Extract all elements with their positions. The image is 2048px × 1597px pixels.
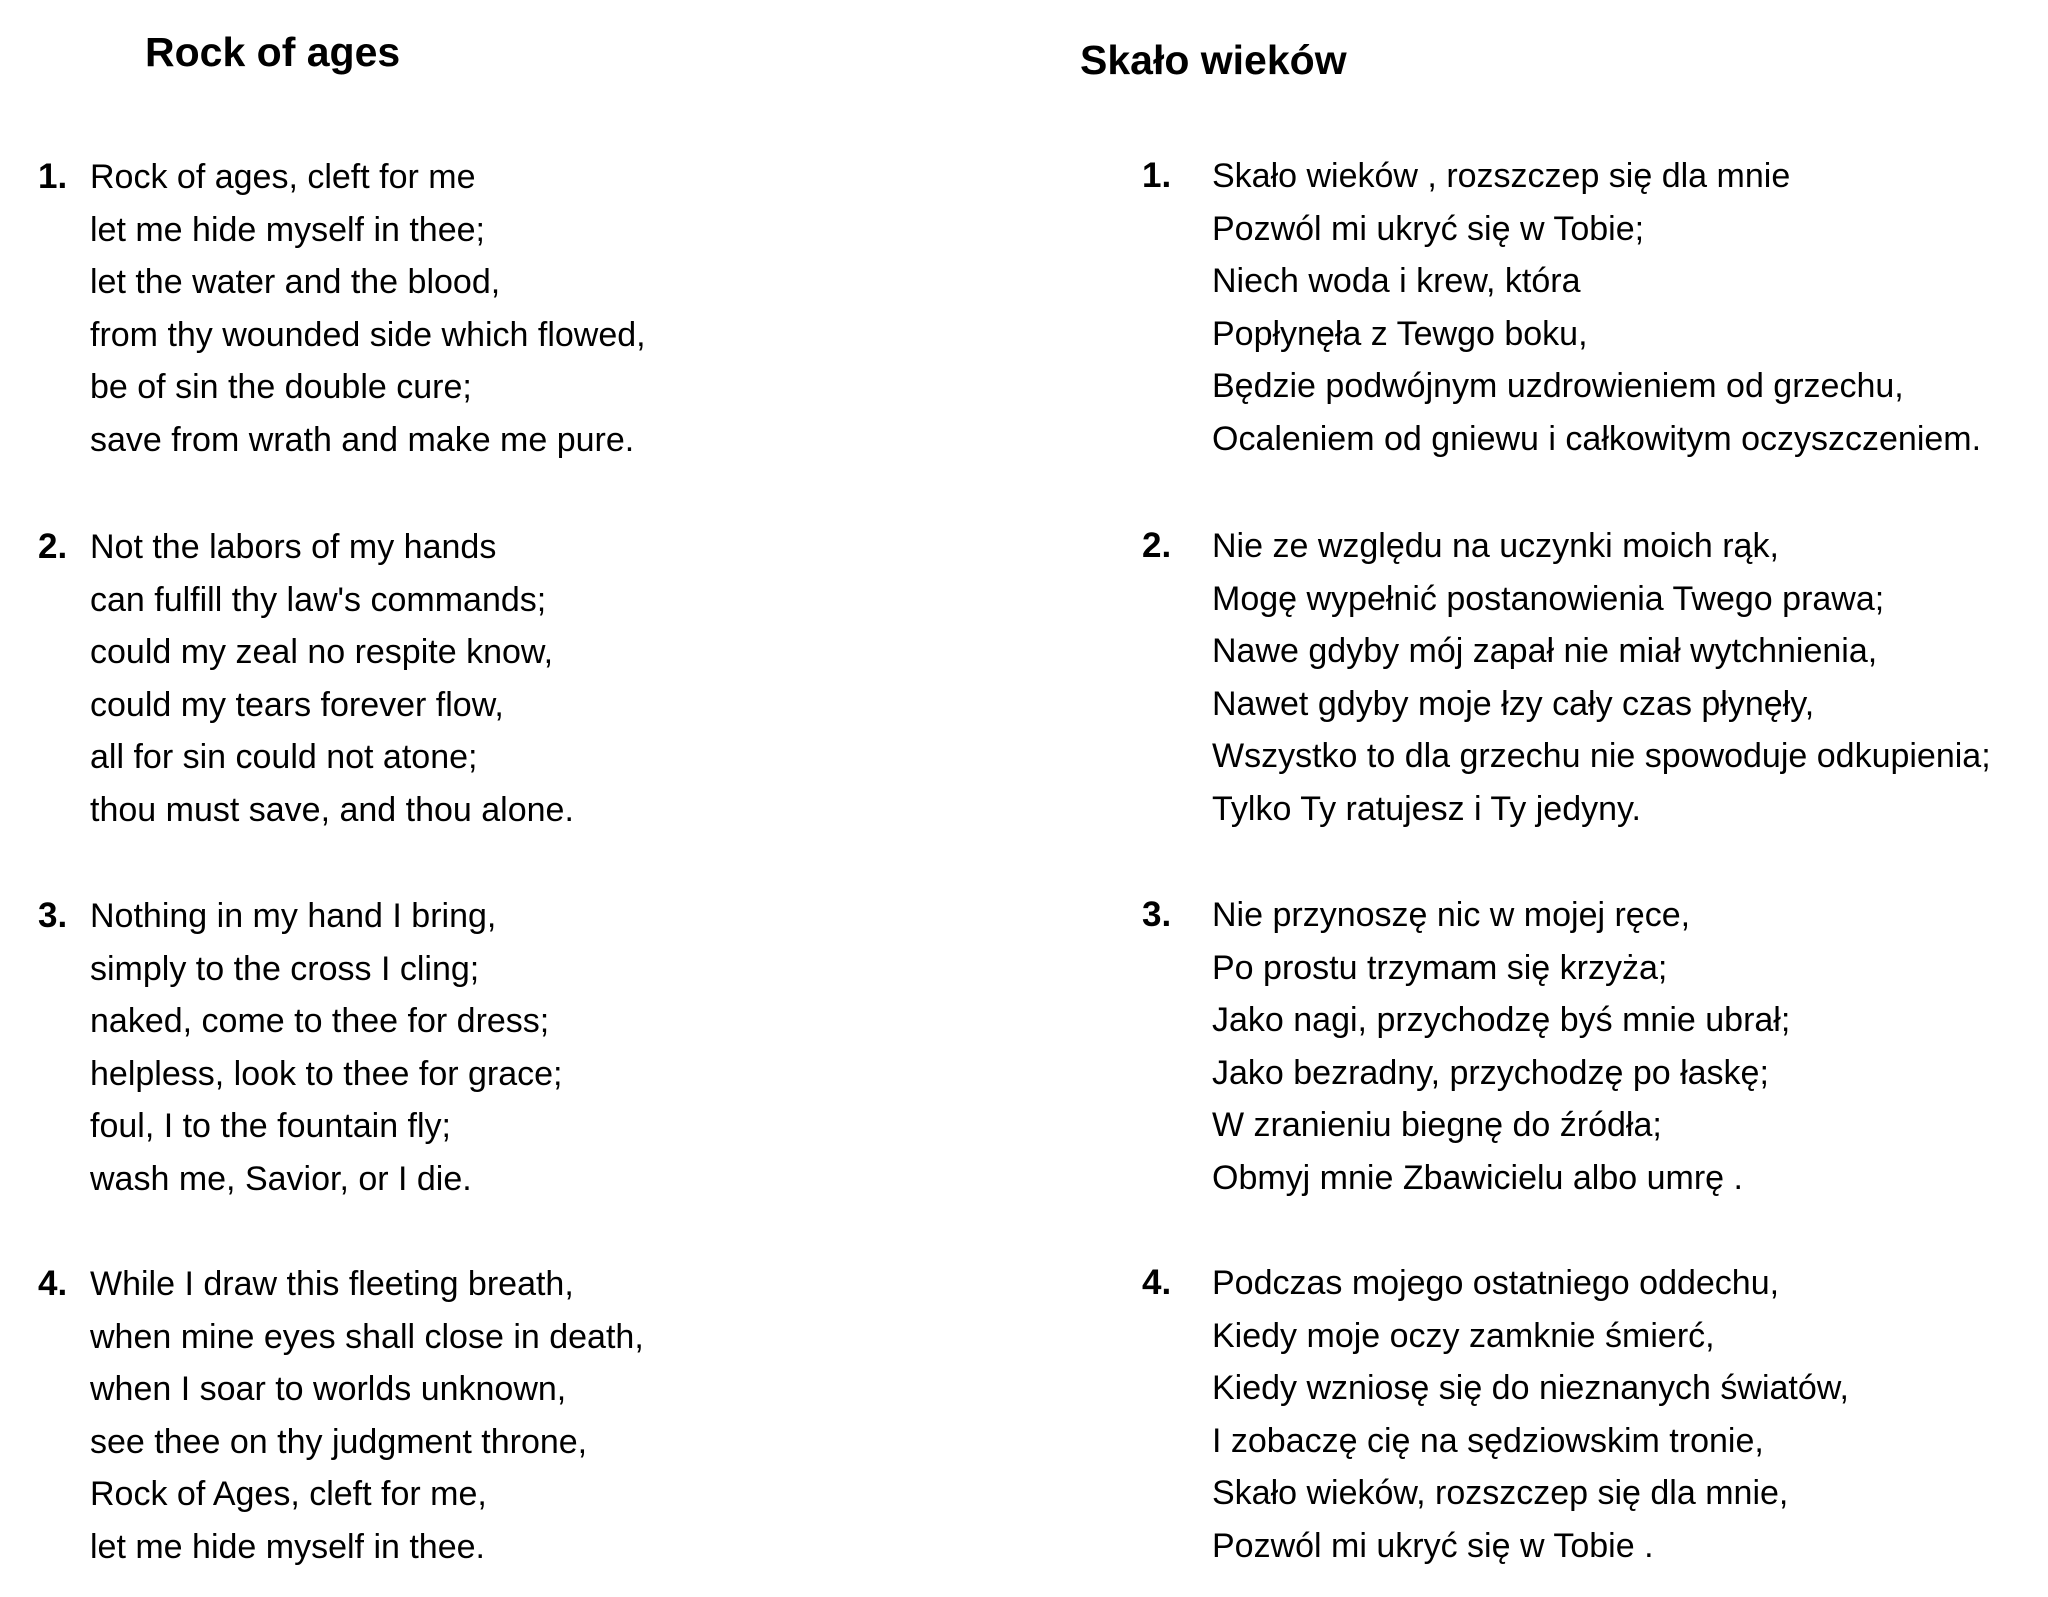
- verse-line: all for sin could not atone;: [90, 738, 478, 776]
- verse-line: Nie przynoszę nic w mojej ręce,: [1212, 896, 1691, 934]
- verse-line: be of sin the double cure;: [90, 368, 472, 406]
- verse-line: Rock of ages, cleft for me: [90, 158, 476, 196]
- verse-lines: [90, 151, 646, 466]
- verse-line: W zranieniu biegnę do źródła;: [1212, 1106, 1662, 1144]
- verse-line: thou must save, and thou alone.: [90, 790, 574, 829]
- verse-line: Obmyj mnie Zbawicielu albo umrę .: [1212, 1158, 1743, 1197]
- verse-line: wash me, Savior, or I die.: [90, 1159, 472, 1198]
- verse-line: Podczas mojego ostatniego oddechu,: [1212, 1264, 1780, 1302]
- verse-line: could my tears forever flow,: [90, 685, 504, 724]
- verse-line: Rock of Ages, cleft for me,: [90, 1475, 487, 1513]
- verse-line: Not the labors of my hands: [90, 528, 497, 566]
- verse-lines: [1212, 150, 1981, 465]
- verse-line: Nawe gdyby mój zapał nie miał wytchnienia,: [1212, 632, 1878, 670]
- verse-lines: [1212, 520, 1991, 835]
- verse-line: Pozwól mi ukryć się w Tobie .: [1212, 1526, 1654, 1565]
- verse-line: when mine eyes shall close in death,: [90, 1317, 644, 1356]
- verse-line: I zobaczę cię na sędziowskim tronie,: [1212, 1421, 1764, 1460]
- verse-line: from thy wounded side which flowed,: [90, 315, 646, 354]
- verse-line: when I soar to worlds unknown,: [90, 1370, 567, 1408]
- verse-line: let me hide myself in thee.: [90, 1527, 485, 1566]
- verse-line: Mogę wypełnić postanowienia Twego prawa;: [1212, 579, 1885, 618]
- verse-number: 4.: [1142, 1263, 1172, 1302]
- verse-line: Wszystko to dla grzechu nie spowoduje odkupienia;: [1212, 737, 1991, 775]
- verse-line: Tylko Ty ratujesz i Ty jedyny.: [1212, 789, 1641, 828]
- verse-line: Nawet gdyby moje łzy cały czas płynęły,: [1212, 684, 1815, 723]
- verse-number: 4.: [38, 1264, 68, 1303]
- verse-number: 1.: [1142, 156, 1172, 195]
- verse-lines: [1212, 1257, 1849, 1572]
- verse-number: 2.: [38, 527, 68, 566]
- verse-number: 3.: [1142, 895, 1172, 934]
- polish-title: Skało wieków: [1080, 37, 1347, 83]
- verse-line: Skało wieków , rozszczep się dla mnie: [1212, 157, 1791, 195]
- verse-line: could my zeal no respite know,: [90, 633, 554, 671]
- verse-line: Jako bezradny, przychodzę po łaskę;: [1212, 1053, 1769, 1092]
- verse-number: 1.: [38, 157, 68, 196]
- verse-line: Jako nagi, przychodzę byś mnie ubrał;: [1212, 1001, 1791, 1039]
- verse-line: simply to the cross I cling;: [90, 949, 480, 988]
- verse-line: Niech woda i krew, która: [1212, 262, 1581, 300]
- verse-number: 3.: [38, 896, 68, 935]
- verse-line: Popłynęła z Tewgo boku,: [1212, 314, 1588, 353]
- verse-line: helpless, look to thee for grace;: [90, 1054, 563, 1093]
- verse-line: Będzie podwójnym uzdrowieniem od grzechu,: [1212, 367, 1904, 405]
- verse-line: Kiedy moje oczy zamknie śmierć,: [1212, 1316, 1715, 1355]
- verse-number: 2.: [1142, 526, 1172, 565]
- verse-line: Pozwól mi ukryć się w Tobie;: [1212, 209, 1645, 248]
- english-title: Rock of ages: [145, 29, 401, 75]
- verse-lines: [90, 890, 563, 1205]
- verse-line: save from wrath and make me pure.: [90, 420, 635, 459]
- verse-line: see thee on thy judgment throne,: [90, 1422, 588, 1461]
- verse-lines: [1212, 889, 1790, 1204]
- verse-line: foul, I to the fountain fly;: [90, 1107, 452, 1145]
- verse-line: Ocaleniem od gniewu i całkowitym oczyszczeniem.: [1212, 419, 1982, 458]
- verse-line: can fulfill thy law's commands;: [90, 580, 547, 619]
- verse-lines: [90, 1258, 644, 1573]
- verse-line: While I draw this fleeting breath,: [90, 1265, 574, 1303]
- verse-line: let the water and the blood,: [90, 263, 501, 301]
- verse-line: let me hide myself in thee;: [90, 210, 485, 249]
- verse-line: Po prostu trzymam się krzyża;: [1212, 948, 1668, 987]
- verse-line: naked, come to thee for dress;: [90, 1002, 550, 1040]
- verse-lines: [90, 521, 574, 836]
- verse-line: Nothing in my hand I bring,: [90, 897, 497, 935]
- verse-line: Nie ze względu na uczynki moich rąk,: [1212, 527, 1779, 565]
- verse-line: Skało wieków, rozszczep się dla mnie,: [1212, 1474, 1789, 1512]
- verse-line: Kiedy wzniosę się do nieznanych światów,: [1212, 1369, 1849, 1407]
